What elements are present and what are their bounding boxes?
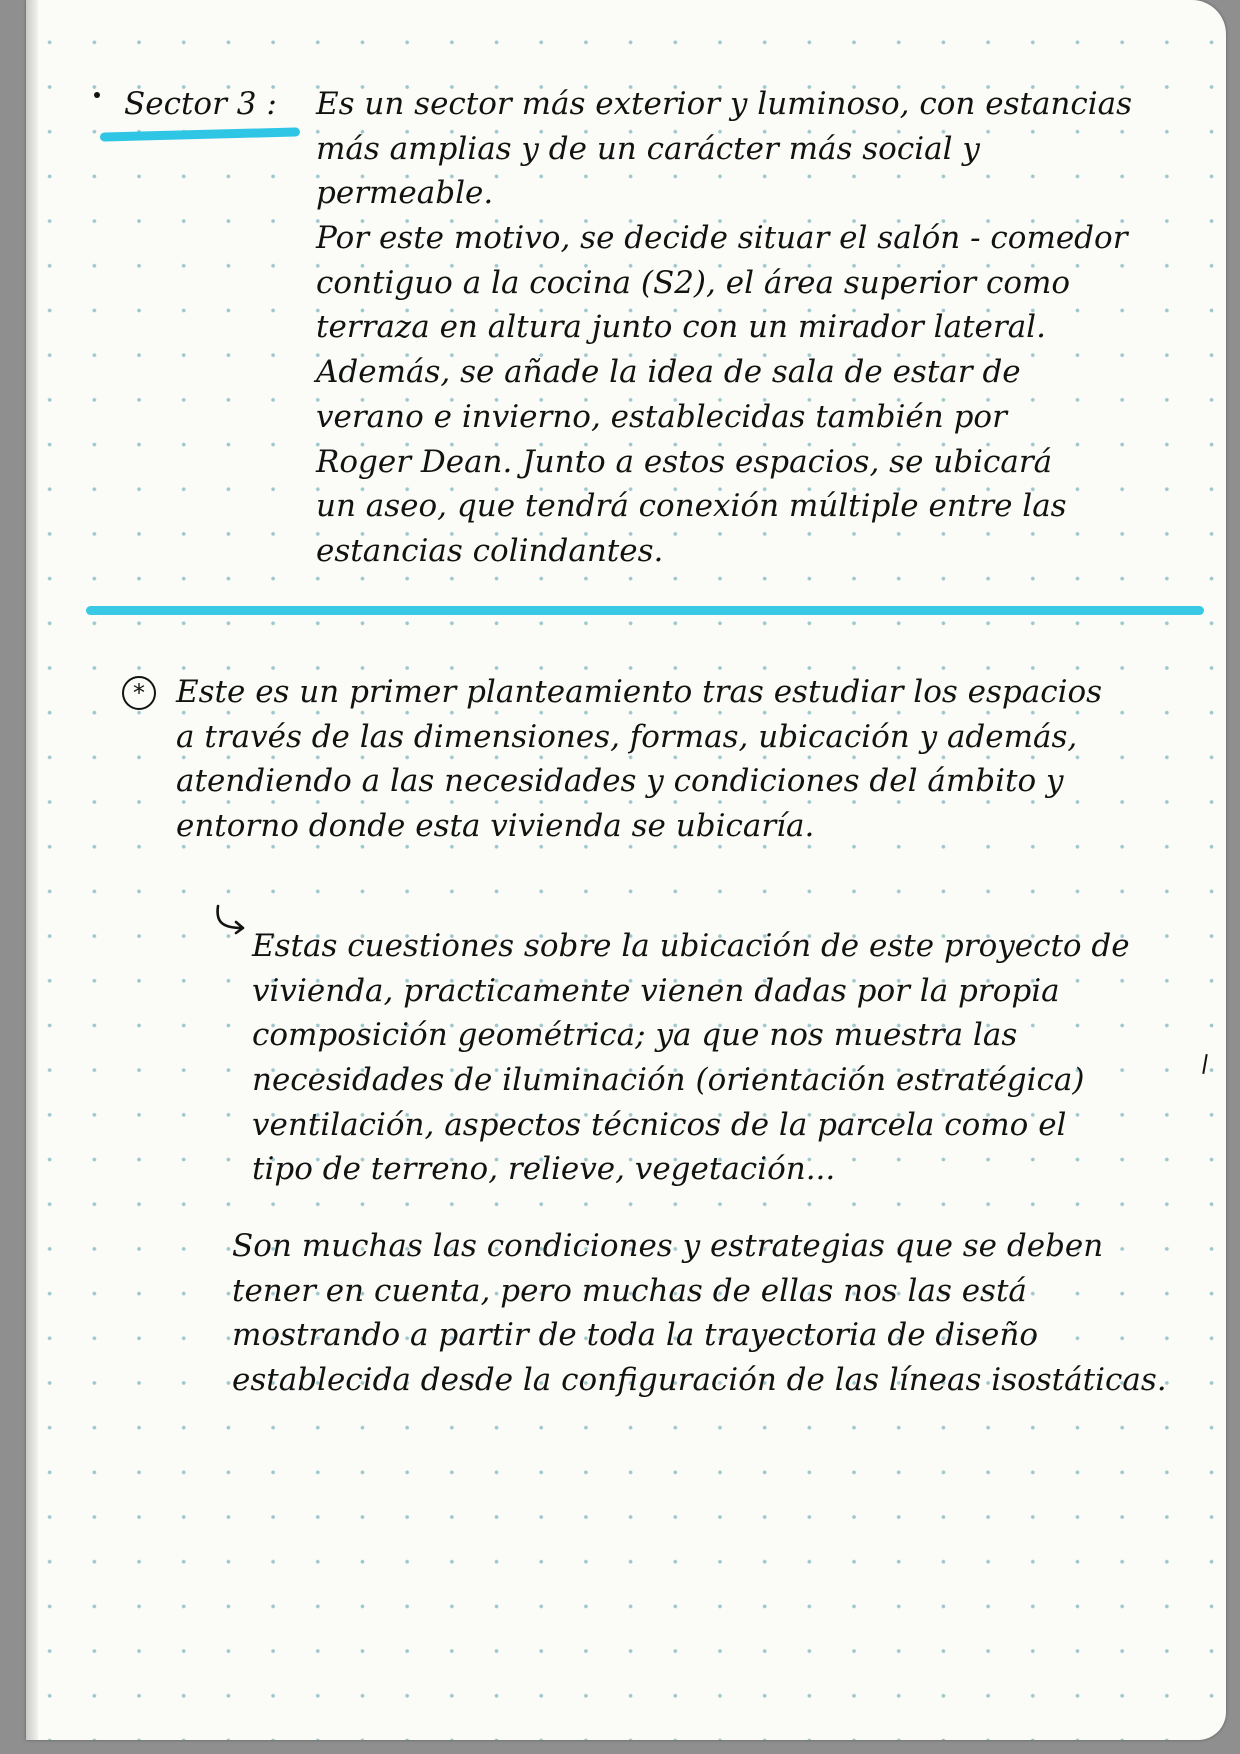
text-line: necesidades de iluminación (orientación estratégica) xyxy=(252,1062,1085,1099)
text-line: establecida desde la configuración de las líneas isostáticas. xyxy=(232,1362,1167,1399)
text-line: vivienda, practicamente vienen dadas por la propia xyxy=(252,972,1060,1009)
text-line: Este es un primer planteamiento tras estudiar los espacios xyxy=(176,674,1103,710)
sector-heading: Sector 3 : xyxy=(124,86,277,122)
text-line: ventilación, aspectos técnicos de la parcela como el xyxy=(252,1106,1067,1143)
text-line: composición geométrica; ya que nos muestra las xyxy=(252,1017,1018,1054)
text-line: Es un sector más exterior y luminoso, con estancias xyxy=(316,86,1133,122)
page-binding-edge xyxy=(26,0,38,1740)
text-line: Roger Dean. Junto a estos espacios, se ubicará xyxy=(316,443,1053,480)
text-line: Estas cuestiones sobre la ubicación de este proyecto de xyxy=(252,928,1130,964)
text-line: estancias colindantes. xyxy=(316,532,664,569)
text-line: tipo de terreno, relieve, vegetación... xyxy=(252,1151,836,1188)
sector-paragraph xyxy=(316,82,1132,574)
notebook-page xyxy=(26,0,1226,1740)
text-line: un aseo, que tendrá conexión múltiple entre las xyxy=(316,488,1067,525)
answer-paragraph xyxy=(252,924,1130,1192)
closing-paragraph xyxy=(232,1224,1167,1403)
heading-highlight xyxy=(100,127,300,141)
text-line: atendiendo a las necesidades y condiciones del ámbito y xyxy=(176,763,1064,800)
note-paragraph xyxy=(176,670,1102,849)
text-line: terraza en altura junto con un mirador lateral. xyxy=(316,309,1046,346)
text-line: mostrando a partir de toda la trayectoria de diseño xyxy=(232,1317,1039,1354)
text-line: contiguo a la cocina (S2), el área superior como xyxy=(316,264,1071,301)
section-divider-highlight xyxy=(86,606,1204,615)
text-line: más amplias y de un carácter más social y xyxy=(316,130,980,167)
text-line: a través de las dimensiones, formas, ubicación y además, xyxy=(176,718,1078,755)
text-line: Por este motivo, se decide situar el salón - comedor xyxy=(316,220,1128,257)
text-line: entorno donde esta vivienda se ubicaría. xyxy=(176,808,815,845)
text-line: tener en cuenta, pero muchas de ellas nos las está xyxy=(232,1272,1027,1309)
text-line: verano e invierno, establecidas también por xyxy=(316,398,1007,435)
text-line: Son muchas las condiciones y estrategias que se deben xyxy=(232,1228,1104,1264)
stray-pen-mark xyxy=(1202,1054,1207,1074)
circled-asterisk-icon: * xyxy=(122,676,156,710)
bullet-point xyxy=(94,92,100,98)
curved-arrow-icon xyxy=(212,902,252,942)
text-line: Además, se añade la idea de sala de estar de xyxy=(316,354,1021,391)
text-line: permeable. xyxy=(316,175,494,212)
